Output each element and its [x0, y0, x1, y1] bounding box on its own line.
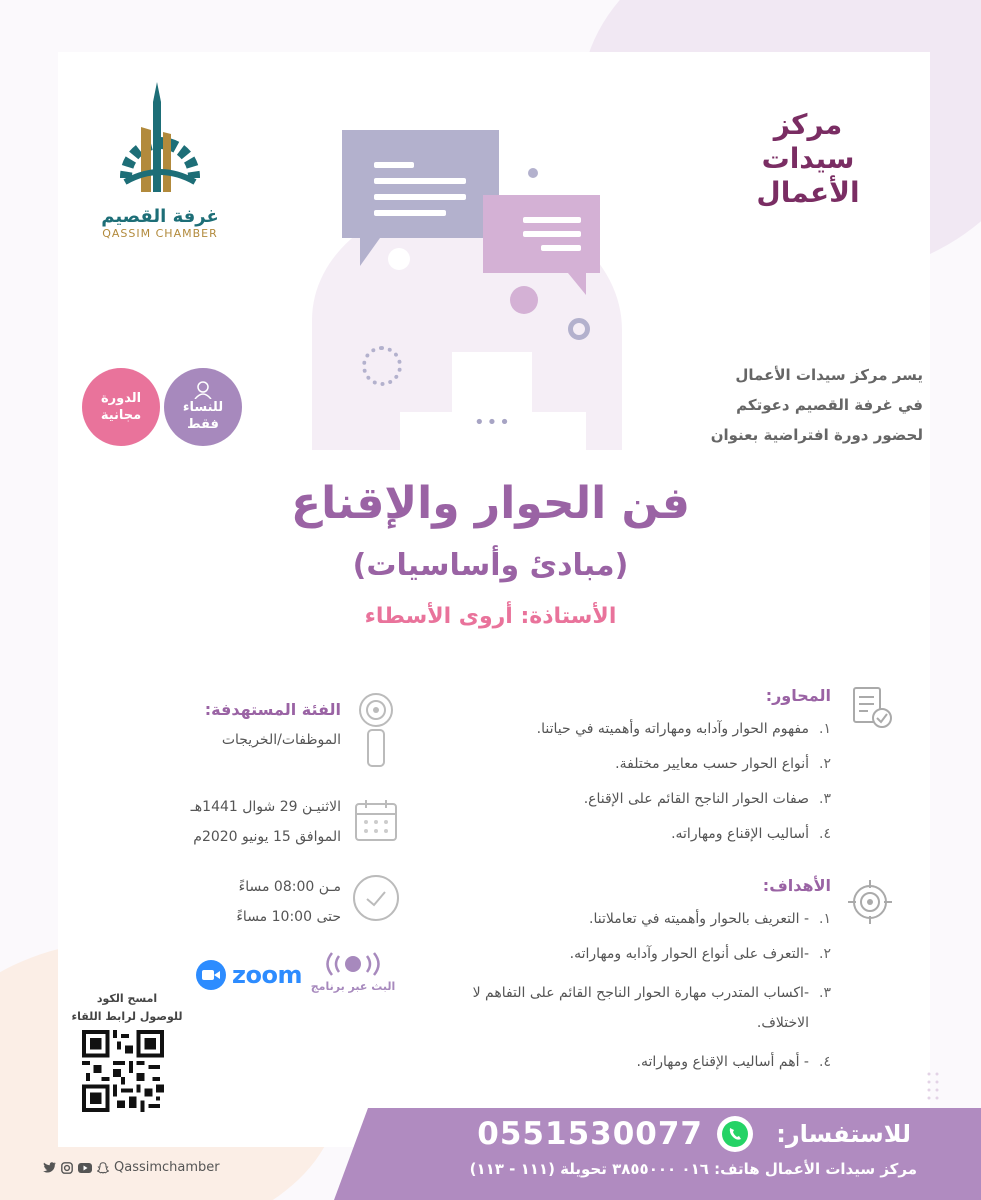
center-phone-line: مركز سيدات الأعمال هاتف: ٠١٦ ٣٨٥٥٠٠٠ تحويلة (١١١ - ١١٣): [469, 1160, 917, 1178]
chamber-emblem-icon: [105, 82, 215, 202]
qr-pattern: [82, 1030, 164, 1112]
axes-list: [431, 718, 831, 845]
dialogue-illustration: •••: [300, 120, 640, 460]
list-item: ١. - التعريف بالحوار وأهميته في تعاملاتنا.: [589, 911, 831, 927]
goals-list: [431, 908, 831, 1073]
date-hijri: الاثنيـن 29 شوال 1441هـ: [190, 799, 341, 815]
phone-number[interactable]: 0551530077: [477, 1116, 703, 1152]
course-subtitle: (مبادئ وأساسيات): [352, 548, 629, 583]
document-check-icon: [846, 684, 894, 732]
axes-section: [431, 686, 831, 845]
businesswomen-center-logo: مركز سيدات الأعمال: [756, 108, 860, 209]
inquiry-label: للاستفسار:: [776, 1120, 911, 1148]
audience-heading: الفئة المستهدفة:: [204, 700, 341, 719]
broadcast-icon: [311, 952, 395, 976]
list-item: ٤. أساليب الإقناع ومهاراته.: [671, 826, 831, 842]
time-to: حتى 10:00 مساءً: [236, 909, 341, 925]
free-course-badge: الدورة مجانية: [82, 368, 160, 446]
women-only-badge: للنساء فقط: [164, 368, 242, 446]
zoom-logo: zoom: [196, 960, 302, 990]
list-item: ٢. -التعرف على أنواع الحوار وآدابه ومهاراته.: [569, 946, 831, 962]
date-block: [141, 792, 341, 852]
list-item: ٣. صفات الحوار الناجح القائم على الإقناع.: [583, 791, 831, 807]
axes-heading: المحاور:: [765, 686, 831, 705]
course-title: فن الحوار والإقناع: [291, 478, 690, 529]
qr-caption: امسح الكود للوصول لرابط اللقاء: [71, 992, 183, 1023]
youtube-icon[interactable]: [78, 1161, 92, 1175]
date-gregorian: الموافق 15 يونيو 2020م: [193, 829, 341, 845]
qr-code[interactable]: [76, 1024, 170, 1118]
goals-heading: الأهداف:: [762, 876, 831, 895]
decorative-dots: [925, 1070, 945, 1110]
trainer-name: الأستاذة: أروى الأسطاء: [364, 604, 617, 629]
social-handle[interactable]: Qassimchamber: [114, 1160, 220, 1175]
clock-icon: [350, 872, 402, 924]
social-links: [42, 1160, 220, 1175]
broadcast-label-block: البث عبر برنامج: [305, 952, 401, 993]
time-block: [141, 872, 341, 932]
calendar-icon: [352, 796, 400, 844]
snapchat-icon[interactable]: [96, 1161, 110, 1175]
goals-section: [431, 876, 831, 1073]
intro-text: يسر مركز سيدات الأعمال في غرفة القصيم دعوتكم لحضور دورة افتراضية بعنوان: [710, 366, 923, 444]
twitter-icon[interactable]: [42, 1161, 56, 1175]
whatsapp-icon[interactable]: [717, 1116, 753, 1152]
speech-bubble-small: [483, 195, 600, 273]
list-item: ١. مفهوم الحوار وآدابه ومهاراته وأهميته في حياتنا.: [536, 721, 831, 737]
qassim-chamber-logo: غرفة القصيم QASSIM CHAMBER: [100, 82, 220, 240]
list-item: ٤. - أهم أساليب الإقناع ومهاراته.: [636, 1054, 831, 1070]
target-person-icon: [350, 690, 402, 770]
zoom-camera-icon: [196, 960, 226, 990]
speech-bubble-large: [342, 130, 499, 238]
instagram-icon[interactable]: [60, 1161, 74, 1175]
audience-block: [141, 700, 341, 755]
time-from: مـن 08:00 مساءً: [238, 879, 341, 895]
woman-icon: [193, 381, 213, 399]
list-item: ٢. أنواع الحوار حسب معايير مختلفة.: [615, 756, 831, 772]
audience-value: الموظفات/الخريجات: [221, 732, 341, 748]
list-item: ٣. -اكساب المتدرب مهارة الحوار الناجح القائم على التفاهم لا الاختلاف.: [472, 985, 831, 1031]
target-icon: [846, 878, 894, 926]
